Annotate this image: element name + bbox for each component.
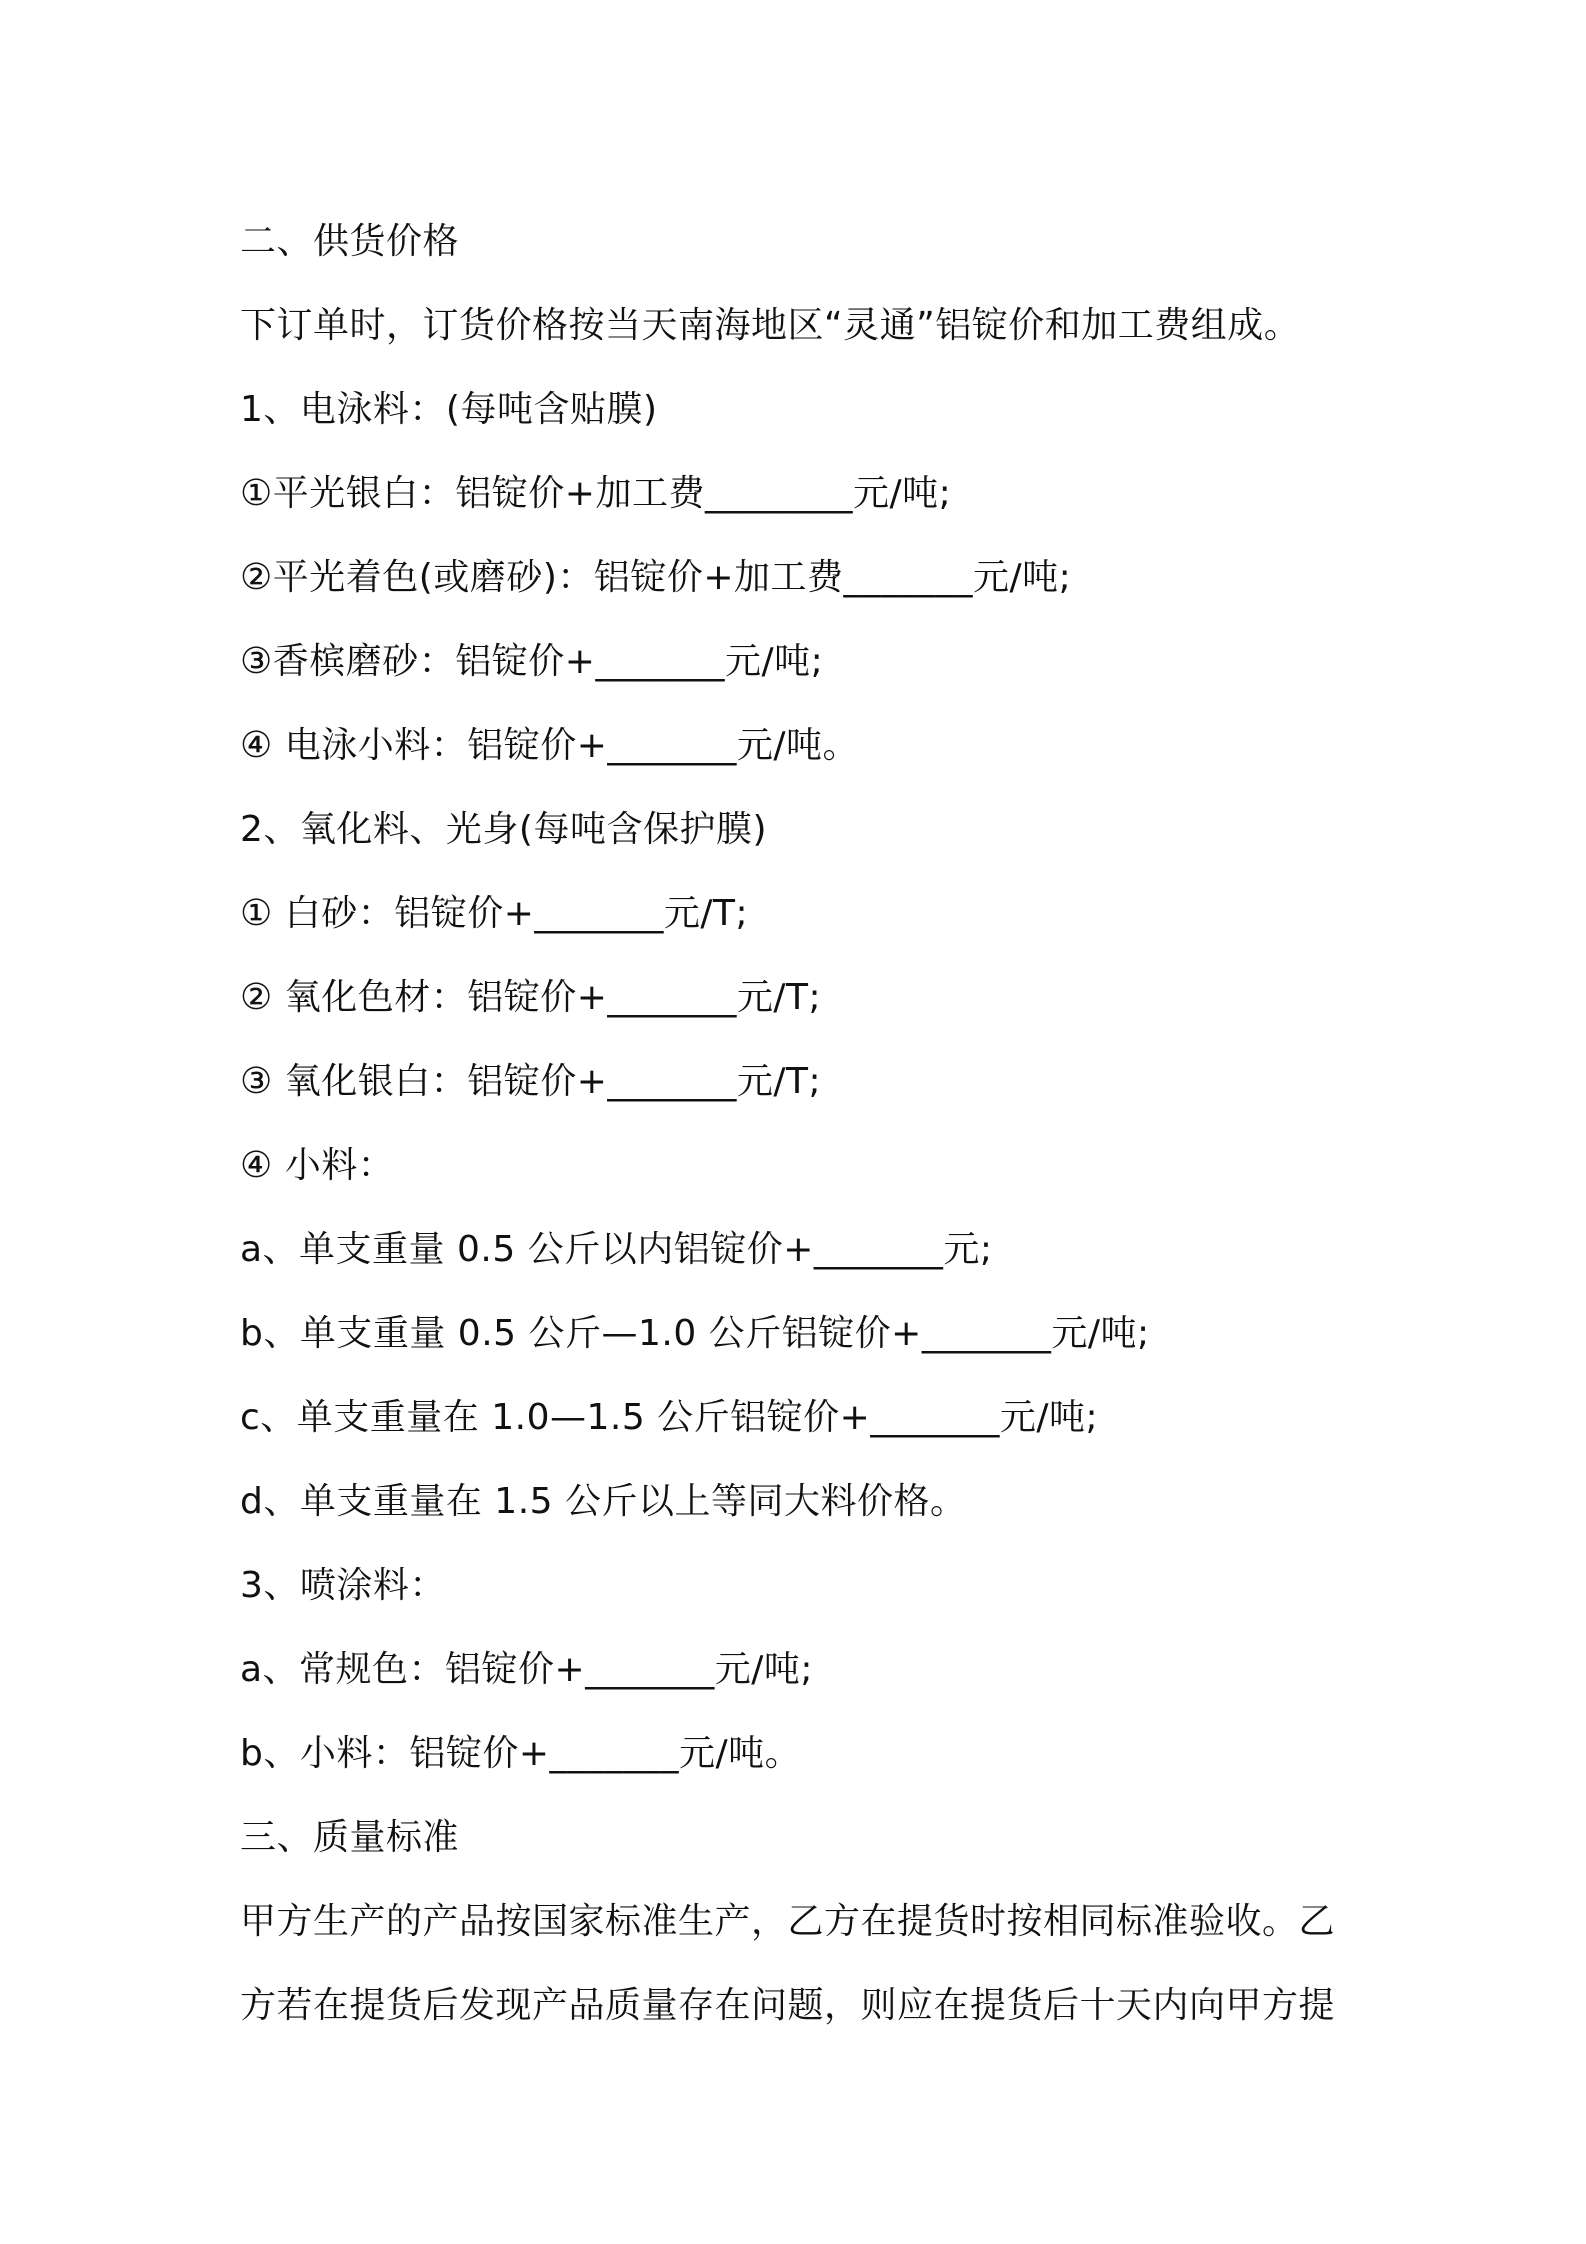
paragraph-quality-line-2: 方若在提货后发现产品质量存在问题，则应在提货后十天内向甲方提 xyxy=(240,1985,1336,2026)
item-oxidized-heading: 2、氧化料、光身(每吨含保护膜) xyxy=(240,809,767,850)
section-heading-supply-price: 二、供货价格 xyxy=(240,221,460,262)
item-weight-b: b、单支重量 0.5 公斤—1.0 公斤铝锭价+_______元/吨; xyxy=(240,1313,1150,1354)
item-oxidized-silver: ③ 氧化银白：铝锭价+_______元/T; xyxy=(240,1061,822,1102)
item-white-sand: ① 白砂：铝锭价+_______元/T; xyxy=(240,893,749,934)
document-body xyxy=(240,200,1350,2048)
item-electrophoresis-heading: 1、电泳料：(每吨含贴膜) xyxy=(240,389,658,430)
item-flat-silver: ①平光银白：铝锭价+加工费________元/吨; xyxy=(240,473,952,514)
item-weight-d: d、单支重量在 1.5 公斤以上等同大料价格。 xyxy=(240,1481,967,1522)
item-spray-small: b、小料：铝锭价+_______元/吨。 xyxy=(240,1733,802,1774)
section-heading-quality: 三、质量标准 xyxy=(240,1817,460,1858)
paragraph-order-price: 下订单时，订货价格按当天南海地区“灵通”铝锭价和加工费组成。 xyxy=(240,305,1301,346)
item-electrophoresis-small: ④ 电泳小料：铝锭价+_______元/吨。 xyxy=(240,725,860,766)
item-weight-c: c、单支重量在 1.0—1.5 公斤铝锭价+_______元/吨; xyxy=(240,1397,1099,1438)
item-spray-regular: a、常规色：铝锭价+_______元/吨; xyxy=(240,1649,813,1690)
item-oxidized-color: ② 氧化色材：铝锭价+_______元/T; xyxy=(240,977,822,1018)
item-flat-colored: ②平光着色(或磨砂)：铝锭价+加工费_______元/吨; xyxy=(240,557,1072,598)
item-champagne-matte: ③香槟磨砂：铝锭价+_______元/吨; xyxy=(240,641,824,682)
item-small-material: ④ 小料： xyxy=(240,1145,395,1186)
paragraph-quality-line-1: 甲方生产的产品按国家标准生产，乙方在提货时按相同标准验收。乙 xyxy=(240,1901,1336,1942)
item-spray-heading: 3、喷涂料： xyxy=(240,1565,446,1606)
item-weight-a: a、单支重量 0.5 公斤以内铝锭价+_______元; xyxy=(240,1229,993,1270)
